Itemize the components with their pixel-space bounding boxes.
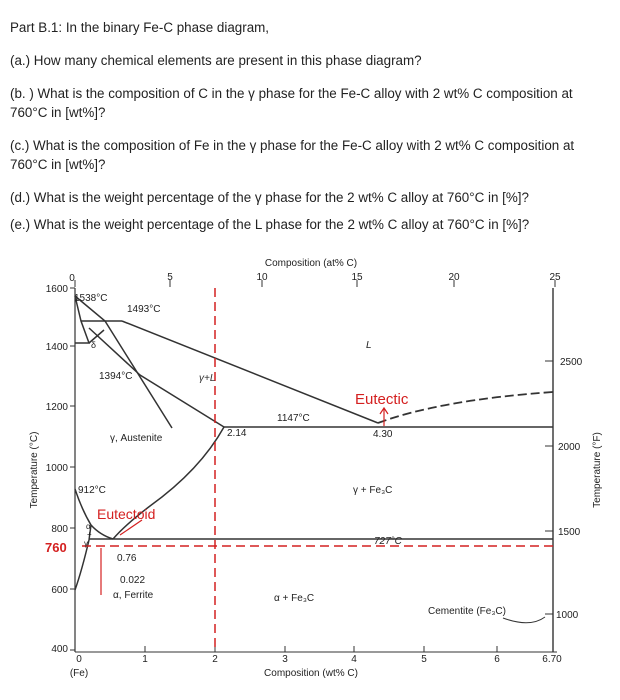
right-tick-1000: 1000	[556, 610, 579, 621]
label-727: 727°C	[374, 536, 402, 547]
label-gamma-fe3c: γ + Fe₃C	[353, 485, 393, 496]
left-axis-title: Temperature (°C)	[29, 431, 40, 509]
label-ferrite: α, Ferrite	[113, 590, 154, 601]
question-b-line1: (b. ) What is the composition of C in the γ phase for the Fe-C alloy with 2 wt% C composition at	[10, 86, 573, 101]
label-0022: 0.022	[120, 575, 146, 586]
top-tick-15: 15	[351, 272, 363, 283]
left-tick-1400: 1400	[45, 342, 68, 353]
bottom-tick-2: 2	[212, 654, 218, 665]
label-eutectic: Eutectic	[355, 391, 409, 408]
right-tick-1500: 1500	[558, 527, 581, 538]
top-tick-25: 25	[549, 272, 561, 283]
bottom-tick-0: 0	[76, 654, 82, 665]
bottom-tick-1: 1	[142, 654, 148, 665]
top-tick-0: 0	[69, 273, 75, 284]
left-tick-1000: 1000	[45, 463, 68, 474]
bottom-tick-6: 6	[494, 654, 500, 665]
label-alpha-small: α	[86, 522, 91, 531]
question-e: (e.) What is the weight percentage of the L phase for the 2 wt% C alloy at 760°C in [%]?	[10, 217, 530, 232]
label-1394: 1394°C	[99, 371, 133, 382]
label-1538: 1538°C	[74, 293, 108, 304]
right-axis-title: Temperature (°F)	[592, 432, 603, 508]
top-tick-10: 10	[256, 272, 268, 283]
left-tick-1200: 1200	[45, 402, 68, 413]
label-alpha-fe3c: α + Fe₃C	[274, 593, 315, 604]
bottom-tick-670: 6.70	[542, 654, 562, 665]
top-axis-title: Composition (at% C)	[264, 258, 358, 269]
left-tick-400: 400	[51, 644, 68, 655]
question-c-line1: (c.) What is the composition of Fe in the γ phase for the Fe-C alloy with 2 wt% C composition at	[10, 138, 575, 153]
label-austenite: γ, Austenite	[110, 433, 163, 444]
label-214: 2.14	[227, 428, 247, 439]
question-d: (d.) What is the weight percentage of the γ phase for the 2 wt% C alloy at 760°C in [%]?	[10, 190, 529, 205]
bottom-tick-3: 3	[282, 654, 288, 665]
label-gamma-small: γ	[84, 539, 88, 548]
label-912: 912°C	[78, 485, 106, 496]
label-1493: 1493°C	[127, 304, 161, 315]
right-tick-2500: 2500	[560, 357, 583, 368]
label-1147: 1147°C	[277, 413, 310, 424]
left-tick-600: 600	[51, 585, 68, 596]
label-076: 0.76	[117, 553, 137, 564]
bottom-tick-4: 4	[351, 654, 357, 665]
highlight-760: 760	[45, 540, 67, 555]
label-eutectoid: Eutectoid	[97, 506, 156, 522]
label-plus-small: +	[87, 530, 92, 539]
label-cementite: Cementite (Fe₃C)	[428, 606, 506, 617]
right-tick-2000: 2000	[558, 442, 581, 453]
question-c-line2: 760°C in [wt%]?	[10, 157, 106, 172]
bottom-axis-title: Composition (wt% C)	[264, 668, 358, 679]
bottom-tick-5: 5	[421, 654, 427, 665]
label-430: 4.30	[373, 429, 393, 440]
question-title: Part B.1: In the binary Fe-C phase diagram,	[10, 20, 270, 35]
top-tick-20: 20	[448, 272, 460, 283]
top-tick-5: 5	[167, 272, 173, 283]
label-L: L	[366, 340, 372, 351]
label-delta: δ	[91, 340, 97, 350]
left-tick-1600: 1600	[45, 284, 68, 295]
cementite-pointer	[503, 617, 545, 623]
left-tick-800: 800	[51, 524, 68, 535]
question-a: (a.) How many chemical elements are present in this phase diagram?	[10, 53, 422, 68]
bottom-sub-fe: (Fe)	[69, 668, 89, 679]
question-b-line2: 760°C in [wt%]?	[10, 105, 106, 120]
label-gamma-L: γ+L	[199, 373, 216, 384]
